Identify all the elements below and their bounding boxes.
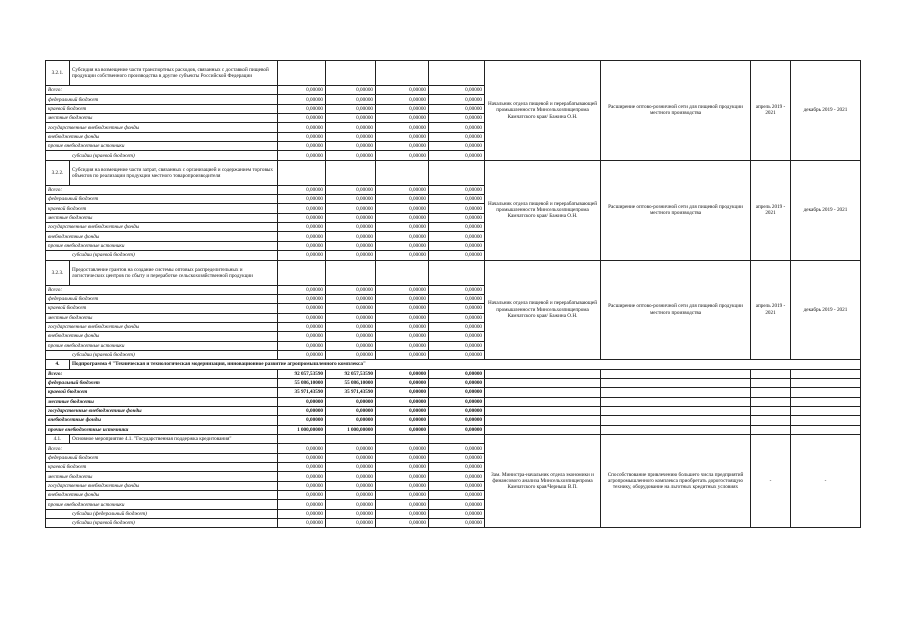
start-date: - xyxy=(751,435,791,528)
amount-cell: 0,00000 xyxy=(429,313,485,322)
amount-cell: 0,00000 xyxy=(429,425,485,434)
empty-cell xyxy=(791,378,861,387)
amount-cell: 0,00000 xyxy=(429,388,485,397)
amount-cell: 0,00000 xyxy=(278,114,326,123)
expected-result: Расширение оптово-розничной сети для пищевой продукции местного производства xyxy=(601,160,751,260)
empty-cell xyxy=(791,388,861,397)
amount-cell: 0,00000 xyxy=(429,416,485,425)
empty-cell xyxy=(791,406,861,415)
amount-cell: 0,00000 xyxy=(376,444,429,453)
amount-cell: 0,00000 xyxy=(326,350,376,359)
funding-source-label: краевой бюджет xyxy=(46,104,278,113)
responsible-person: Начальник отдела пищевой и перерабатывающей промышленности Минсельхозпищепрома Камчатского края/ Бажина О.Н. xyxy=(485,61,601,161)
empty-cell xyxy=(376,160,429,185)
empty-cell xyxy=(376,435,429,444)
amount-cell: 0,00000 xyxy=(326,500,376,509)
amount-cell: 0,00000 xyxy=(278,151,326,160)
expected-result: Расширение оптово-розничной сети для пищевой продукции местного производства xyxy=(601,260,751,360)
empty-cell xyxy=(791,416,861,425)
start-date: апрель 2019 - 2021 xyxy=(751,260,791,360)
amount-cell: 0,00000 xyxy=(278,463,326,472)
amount-cell: 0,00000 xyxy=(429,241,485,250)
amount-cell: 0,00000 xyxy=(326,132,376,141)
amount-cell: 0,00000 xyxy=(376,369,429,378)
amount-cell: 0,00000 xyxy=(429,204,485,213)
amount-cell: 0,00000 xyxy=(376,332,429,341)
funding-source-label: местные бюджеты xyxy=(46,472,278,481)
funding-source-label: государственные внебюджетные фонды xyxy=(46,223,278,232)
section-title: Подпрограмма 4 "Техническая и технологическая модернизация, инновационное развитие агропромышленного комплекса" xyxy=(70,360,861,369)
amount-cell: 0,00000 xyxy=(429,350,485,359)
amount-cell: 0,00000 xyxy=(326,304,376,313)
amount-cell: 0,00000 xyxy=(376,151,429,160)
amount-cell: 0,00000 xyxy=(326,195,376,204)
amount-cell: 0,00000 xyxy=(278,241,326,250)
funding-source-label: внебюджетные фонды xyxy=(46,416,278,425)
amount-cell: 0,00000 xyxy=(429,142,485,151)
amount-cell: 0,00000 xyxy=(278,285,326,294)
funding-source-label: внебюджетные фонды xyxy=(46,132,278,141)
empty-cell xyxy=(485,378,601,387)
funding-source-label: прочие внебюджетные источники xyxy=(46,341,278,350)
empty-cell xyxy=(601,406,751,415)
program-title-row xyxy=(46,360,861,369)
amount-cell: 0,00000 xyxy=(278,509,326,518)
funding-source-label: субсидии (краевой бюджет) xyxy=(46,151,278,160)
amount-cell: 0,00000 xyxy=(376,285,429,294)
amount-cell: 0,00000 xyxy=(376,223,429,232)
end-date: декабрь 2019 - 2021 xyxy=(791,160,861,260)
empty-cell xyxy=(376,61,429,86)
amount-cell: 55 086,10000 xyxy=(278,378,326,387)
expected-result: Способствование привлечению большего числа предприятий агропромышленного комплекса приобретать дорогостоящую технику, оборудование на льготных кредитных условиях xyxy=(601,435,751,528)
amount-cell: 0,00000 xyxy=(376,95,429,104)
amount-cell: 0,00000 xyxy=(376,241,429,250)
funding-source-label: местные бюджеты xyxy=(46,397,278,406)
event-title-row xyxy=(46,435,861,444)
amount-cell: 0,00000 xyxy=(278,322,326,331)
empty-cell xyxy=(751,416,791,425)
amount-cell: 0,00000 xyxy=(429,491,485,500)
funding-source-label: местные бюджеты xyxy=(46,114,278,123)
amount-cell: 0,00000 xyxy=(326,213,376,222)
amount-cell: 0,00000 xyxy=(429,86,485,95)
funding-source-label: федеральный бюджет xyxy=(46,378,278,387)
funding-source-label: Всего: xyxy=(46,369,278,378)
amount-cell: 0,00000 xyxy=(429,95,485,104)
amount-cell: 0,00000 xyxy=(326,472,376,481)
amount-cell: 0,00000 xyxy=(429,472,485,481)
funding-source-label: внебюджетные фонды xyxy=(46,332,278,341)
funding-row xyxy=(46,416,861,425)
funding-source-label: краевой бюджет xyxy=(46,463,278,472)
amount-cell: 0,00000 xyxy=(278,204,326,213)
amount-cell: 0,00000 xyxy=(326,416,376,425)
empty-cell xyxy=(326,61,376,86)
amount-cell: 0,00000 xyxy=(376,406,429,415)
amount-cell: 0,00000 xyxy=(429,195,485,204)
amount-cell: 92 057,53590 xyxy=(326,369,376,378)
amount-cell: 0,00000 xyxy=(376,481,429,490)
funding-source-label: государственные внебюджетные фонды xyxy=(46,406,278,415)
amount-cell: 0,00000 xyxy=(326,204,376,213)
empty-cell xyxy=(791,425,861,434)
amount-cell: 0,00000 xyxy=(326,491,376,500)
funding-source-label: субсидии (краевой бюджет) xyxy=(46,251,278,260)
amount-cell: 0,00000 xyxy=(326,341,376,350)
funding-source-label: местные бюджеты xyxy=(46,213,278,222)
amount-cell: 0,00000 xyxy=(376,304,429,313)
amount-cell: 0,00000 xyxy=(326,313,376,322)
amount-cell: 0,00000 xyxy=(376,185,429,194)
amount-cell: 0,00000 xyxy=(326,251,376,260)
empty-cell xyxy=(601,397,751,406)
amount-cell: 0,00000 xyxy=(376,397,429,406)
amount-cell: 0,00000 xyxy=(429,322,485,331)
amount-cell: 92 057,53590 xyxy=(278,369,326,378)
amount-cell: 0,00000 xyxy=(326,285,376,294)
funding-row xyxy=(46,378,861,387)
amount-cell: 0,00000 xyxy=(278,332,326,341)
empty-cell xyxy=(601,388,751,397)
amount-cell: 0,00000 xyxy=(278,519,326,528)
amount-cell: 0,00000 xyxy=(326,444,376,453)
amount-cell: 0,00000 xyxy=(429,332,485,341)
amount-cell: 0,00000 xyxy=(429,406,485,415)
amount-cell: 0,00000 xyxy=(376,463,429,472)
section-code: 3.2.2. xyxy=(46,160,70,185)
amount-cell: 0,00000 xyxy=(429,213,485,222)
empty-cell xyxy=(429,435,485,444)
funding-source-label: краевой бюджет xyxy=(46,204,278,213)
amount-cell: 0,00000 xyxy=(326,241,376,250)
amount-cell: 0,00000 xyxy=(429,341,485,350)
empty-cell xyxy=(601,378,751,387)
amount-cell: 0,00000 xyxy=(326,509,376,518)
amount-cell: 0,00000 xyxy=(376,491,429,500)
amount-cell: 0,00000 xyxy=(278,104,326,113)
amount-cell: 0,00000 xyxy=(278,397,326,406)
amount-cell: 0,00000 xyxy=(376,114,429,123)
funding-source-label: субсидии (краевой бюджет) xyxy=(46,350,278,359)
amount-cell: 0,00000 xyxy=(278,232,326,241)
amount-cell: 0,00000 xyxy=(326,86,376,95)
amount-cell: 0,00000 xyxy=(429,453,485,462)
amount-cell: 0,00000 xyxy=(278,416,326,425)
amount-cell: 0,00000 xyxy=(376,519,429,528)
start-date: апрель 2019 - 2021 xyxy=(751,61,791,161)
amount-cell: 0,00000 xyxy=(376,123,429,132)
amount-cell: 0,00000 xyxy=(278,195,326,204)
amount-cell: 0,00000 xyxy=(326,453,376,462)
amount-cell: 0,00000 xyxy=(429,304,485,313)
amount-cell: 0,00000 xyxy=(429,104,485,113)
amount-cell: 0,00000 xyxy=(429,223,485,232)
amount-cell: 0,00000 xyxy=(376,500,429,509)
amount-cell: 0,00000 xyxy=(429,378,485,387)
responsible-person: Начальник отдела пищевой и перерабатывающей промышленности Минсельхозпищепрома Камчатского края/ Бажина О.Н. xyxy=(485,160,601,260)
amount-cell: 0,00000 xyxy=(376,195,429,204)
amount-cell: 0,00000 xyxy=(326,294,376,303)
funding-source-label: субсидии (краевой бюджет) xyxy=(46,519,278,528)
funding-source-label: Всего: xyxy=(46,86,278,95)
amount-cell: 0,00000 xyxy=(326,223,376,232)
amount-cell: 0,00000 xyxy=(429,500,485,509)
funding-source-label: прочие внебюджетные источники xyxy=(46,425,278,434)
amount-cell: 0,00000 xyxy=(376,204,429,213)
amount-cell: 0,00000 xyxy=(278,86,326,95)
funding-source-label: местные бюджеты xyxy=(46,313,278,322)
empty-cell xyxy=(751,406,791,415)
empty-cell xyxy=(751,369,791,378)
amount-cell: 0,00000 xyxy=(429,509,485,518)
amount-cell: 0,00000 xyxy=(278,313,326,322)
funding-source-label: государственные внебюджетные фонды xyxy=(46,123,278,132)
amount-cell: 0,00000 xyxy=(429,397,485,406)
amount-cell: 0,00000 xyxy=(376,472,429,481)
amount-cell: 0,00000 xyxy=(326,114,376,123)
empty-cell xyxy=(278,260,326,285)
section-title: Предоставление грантов на создание системы оптовых распределительных и логистических центров по сбыту и переработке сельскохозяйственной продукции xyxy=(70,260,278,285)
funding-source-label: государственные внебюджетные фонды xyxy=(46,322,278,331)
amount-cell: 35 971,43590 xyxy=(326,388,376,397)
amount-cell: 1 000,00000 xyxy=(326,425,376,434)
empty-cell xyxy=(485,416,601,425)
amount-cell: 0,00000 xyxy=(429,444,485,453)
amount-cell: 0,00000 xyxy=(278,406,326,415)
funding-source-label: прочие внебюджетные источники xyxy=(46,241,278,250)
funding-source-label: субсидии (федеральный бюджет) xyxy=(46,509,278,518)
amount-cell: 0,00000 xyxy=(278,223,326,232)
amount-cell: 0,00000 xyxy=(278,185,326,194)
amount-cell: 0,00000 xyxy=(376,313,429,322)
amount-cell: 0,00000 xyxy=(429,463,485,472)
section-code: 3.2.1. xyxy=(46,61,70,86)
amount-cell: 0,00000 xyxy=(376,251,429,260)
empty-cell xyxy=(376,260,429,285)
amount-cell: 35 971,43590 xyxy=(278,388,326,397)
start-date: апрель 2019 - 2021 xyxy=(751,160,791,260)
empty-cell xyxy=(751,425,791,434)
funding-row xyxy=(46,388,861,397)
amount-cell: 0,00000 xyxy=(278,294,326,303)
amount-cell: 0,00000 xyxy=(326,322,376,331)
amount-cell: 0,00000 xyxy=(278,491,326,500)
amount-cell: 0,00000 xyxy=(278,350,326,359)
amount-cell: 0,00000 xyxy=(429,185,485,194)
empty-cell xyxy=(751,397,791,406)
section-title: Субсидия на возмещение части затрат, связанных с организацией и содержанием торговых объектов по реализации продукции местного товаропроизводителя xyxy=(70,160,278,185)
amount-cell: 0,00000 xyxy=(326,104,376,113)
section-title-row xyxy=(46,260,861,285)
funding-source-label: Всего: xyxy=(46,185,278,194)
section-title-row xyxy=(46,61,861,86)
amount-cell: 0,00000 xyxy=(326,142,376,151)
amount-cell: 0,00000 xyxy=(429,232,485,241)
amount-cell: 0,00000 xyxy=(376,416,429,425)
budget-table xyxy=(45,60,861,528)
amount-cell: 0,00000 xyxy=(326,123,376,132)
amount-cell: 0,00000 xyxy=(326,397,376,406)
end-date: декабрь 2019 - 2021 xyxy=(791,260,861,360)
funding-source-label: краевой бюджет xyxy=(46,304,278,313)
amount-cell: 0,00000 xyxy=(376,232,429,241)
responsible-person: Начальник отдела пищевой и перерабатывающей промышленности Минсельхозпищепрома Камчатского края/ Бажина О.Н. xyxy=(485,260,601,360)
empty-cell xyxy=(751,388,791,397)
empty-cell xyxy=(485,397,601,406)
funding-row xyxy=(46,369,861,378)
section-code: 3.2.3. xyxy=(46,260,70,285)
section-title: Основное мероприятие 4.1. "Государственная поддержка кредитования" xyxy=(70,435,278,444)
amount-cell: 0,00000 xyxy=(278,95,326,104)
empty-cell xyxy=(278,61,326,86)
document-page xyxy=(45,60,860,580)
amount-cell: 0,00000 xyxy=(326,185,376,194)
empty-cell xyxy=(601,369,751,378)
amount-cell: 0,00000 xyxy=(429,519,485,528)
amount-cell: 0,00000 xyxy=(278,481,326,490)
empty-cell xyxy=(278,435,326,444)
funding-source-label: Всего: xyxy=(46,285,278,294)
amount-cell: 0,00000 xyxy=(376,104,429,113)
funding-source-label: внебюджетные фонды xyxy=(46,232,278,241)
funding-source-label: федеральный бюджет xyxy=(46,453,278,462)
amount-cell: 0,00000 xyxy=(278,500,326,509)
amount-cell: 0,00000 xyxy=(376,132,429,141)
amount-cell: 0,00000 xyxy=(376,350,429,359)
amount-cell: 0,00000 xyxy=(376,453,429,462)
responsible-person: Зам. Министра-начальник отдела экономики и финансового анализа Минсельхозпищепрома Камчатского края/Черныш В.П. xyxy=(485,435,601,528)
amount-cell: 1 000,00000 xyxy=(278,425,326,434)
empty-cell xyxy=(601,416,751,425)
empty-cell xyxy=(278,160,326,185)
amount-cell: 0,00000 xyxy=(278,444,326,453)
empty-cell xyxy=(429,160,485,185)
empty-cell xyxy=(485,388,601,397)
empty-cell xyxy=(791,369,861,378)
amount-cell: 0,00000 xyxy=(326,463,376,472)
empty-cell xyxy=(751,378,791,387)
amount-cell: 0,00000 xyxy=(376,425,429,434)
funding-source-label: прочие внебюджетные источники xyxy=(46,500,278,509)
amount-cell: 0,00000 xyxy=(278,251,326,260)
empty-cell xyxy=(601,425,751,434)
funding-row xyxy=(46,425,861,434)
amount-cell: 0,00000 xyxy=(429,123,485,132)
amount-cell: 0,00000 xyxy=(278,341,326,350)
empty-cell xyxy=(326,435,376,444)
funding-source-label: федеральный бюджет xyxy=(46,95,278,104)
empty-cell xyxy=(485,406,601,415)
funding-source-label: государственные внебюджетные фонды xyxy=(46,481,278,490)
funding-source-label: Всего: xyxy=(46,444,278,453)
section-title-row xyxy=(46,160,861,185)
amount-cell: 0,00000 xyxy=(278,123,326,132)
amount-cell: 0,00000 xyxy=(376,86,429,95)
amount-cell: 0,00000 xyxy=(429,114,485,123)
amount-cell: 0,00000 xyxy=(278,142,326,151)
amount-cell: 0,00000 xyxy=(278,132,326,141)
amount-cell: 0,00000 xyxy=(429,285,485,294)
amount-cell: 0,00000 xyxy=(326,232,376,241)
amount-cell: 0,00000 xyxy=(376,294,429,303)
amount-cell: 0,00000 xyxy=(429,132,485,141)
amount-cell: 0,00000 xyxy=(429,369,485,378)
amount-cell: 0,00000 xyxy=(429,251,485,260)
funding-row xyxy=(46,406,861,415)
amount-cell: 0,00000 xyxy=(376,388,429,397)
amount-cell: 0,00000 xyxy=(429,151,485,160)
amount-cell: 0,00000 xyxy=(429,481,485,490)
amount-cell: 0,00000 xyxy=(278,453,326,462)
amount-cell: 0,00000 xyxy=(326,481,376,490)
funding-source-label: прочие внебюджетные источники xyxy=(46,142,278,151)
section-code: 4.1. xyxy=(46,435,70,444)
amount-cell: 0,00000 xyxy=(376,509,429,518)
section-title: Субсидия на возмещение части транспортных расходов, связанных с доставкой пищевой продукции собственного производства в другие субъекты Российской Федерации xyxy=(70,61,278,86)
amount-cell: 0,00000 xyxy=(326,151,376,160)
empty-cell xyxy=(485,369,601,378)
amount-cell: 0,00000 xyxy=(326,95,376,104)
funding-source-label: внебюджетные фонды xyxy=(46,491,278,500)
amount-cell: 0,00000 xyxy=(429,294,485,303)
end-date: декабрь 2019 - 2021 xyxy=(791,61,861,161)
amount-cell: 0,00000 xyxy=(326,332,376,341)
amount-cell: 0,00000 xyxy=(278,472,326,481)
empty-cell xyxy=(429,260,485,285)
amount-cell: 0,00000 xyxy=(278,213,326,222)
amount-cell: 0,00000 xyxy=(376,341,429,350)
amount-cell: 0,00000 xyxy=(376,378,429,387)
funding-source-label: федеральный бюджет xyxy=(46,195,278,204)
amount-cell: 0,00000 xyxy=(278,304,326,313)
amount-cell: 55 086,10000 xyxy=(326,378,376,387)
amount-cell: 0,00000 xyxy=(326,519,376,528)
empty-cell xyxy=(429,61,485,86)
expected-result: Расширение оптово-розничной сети для пищевой продукции местного производства xyxy=(601,61,751,161)
end-date: - xyxy=(791,435,861,528)
section-code: 4. xyxy=(46,360,70,369)
funding-source-label: федеральный бюджет xyxy=(46,294,278,303)
empty-cell xyxy=(326,160,376,185)
funding-row xyxy=(46,397,861,406)
empty-cell xyxy=(485,425,601,434)
amount-cell: 0,00000 xyxy=(376,322,429,331)
empty-cell xyxy=(791,397,861,406)
funding-source-label: краевой бюджет xyxy=(46,388,278,397)
empty-cell xyxy=(326,260,376,285)
amount-cell: 0,00000 xyxy=(376,213,429,222)
amount-cell: 0,00000 xyxy=(326,406,376,415)
amount-cell: 0,00000 xyxy=(376,142,429,151)
